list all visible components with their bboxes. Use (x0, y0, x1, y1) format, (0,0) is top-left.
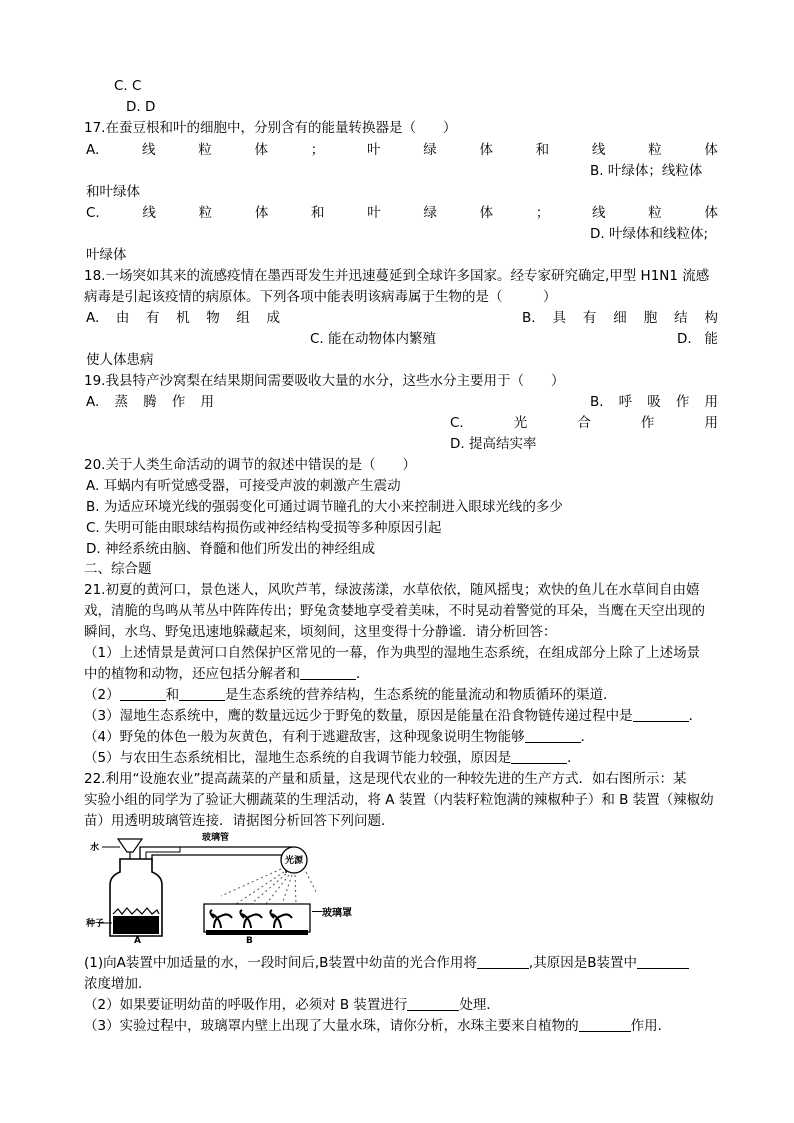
q17-c-char: 体 (704, 205, 718, 221)
q17-c-char: ； (535, 205, 550, 221)
q22-sub3-text: （3）实验过程中，玻璃罩内壁上出现了大量水珠，请你分析，水珠主要来自植物的 (84, 1018, 579, 1034)
glass-tube-label: 玻璃管 (202, 833, 230, 843)
q21-sub4 (84, 727, 594, 747)
water-label: 水 (90, 843, 100, 853)
period: ． (688, 708, 703, 724)
q18-a-char: 由 (115, 310, 130, 326)
q17-a-char: 叶 (366, 142, 381, 158)
q20-stem: 20.关于人类生命活动的调节的叙述中错误的是（ ） (84, 457, 416, 473)
q18-option-d (677, 329, 718, 349)
q17-c-char: 线 (592, 205, 606, 221)
q22-sub3 (84, 1016, 671, 1036)
q19-c-char: 用 (704, 415, 718, 431)
q17-option-a (86, 140, 718, 160)
q17-option-d-cont: 叶绿体 (86, 247, 127, 263)
q18-b-char: 细 (613, 310, 627, 326)
q19-b-char: 呼 (618, 394, 633, 410)
q17-c-char: 和 (311, 205, 325, 221)
q17-a-char: 和 (535, 142, 550, 158)
q22-sub2-suffix: 处理． (459, 997, 500, 1013)
q21-passage-line3: 瞬间，水鸟、野兔迅速地躲藏起来，顷刻间，这里变得十分静谧．请分析回答： (84, 624, 557, 640)
answer-blank[interactable] (633, 707, 689, 722)
q20-option-a: A. 耳蜗内有听觉感受器，可接受声波的刺激产生震动 (86, 478, 401, 494)
q21-sub5-text: （5）与农田生态系统相比，湿地生态系统的自我调节能力较强，原因是 (84, 750, 512, 766)
q16-option-c: C. C (114, 78, 142, 94)
q22-sub1-line1 (84, 953, 689, 973)
q18-b-char: 有 (582, 310, 597, 326)
q19-a-char: 作 (171, 394, 186, 410)
answer-blank[interactable] (300, 665, 356, 680)
q17-a-char: 线 (142, 142, 156, 158)
label-b: B (246, 936, 253, 944)
q22-sub1-reason: ,其原因是B装置中 (528, 955, 637, 971)
q20-option-d: D. 神经系统由脑、脊髓和他们所发出的神经组成 (86, 541, 375, 557)
q17-option-d: D. 叶绿体和线粒体; (590, 226, 709, 242)
q22-sub2-text: （2）如果要证明幼苗的呼吸作用，必须对 B 装置进行 (84, 997, 408, 1013)
answer-blank[interactable] (579, 1017, 631, 1032)
q19-a-char: 蒸 (114, 394, 128, 410)
q18-d-char: 能 (704, 331, 718, 347)
answer-blank[interactable] (637, 954, 689, 969)
q19-stem: 19.我县特产沙窝梨在结果期间需要吸收大量的水分，这些水分主要用于（ ） (84, 373, 565, 389)
q19-option-b (590, 392, 718, 412)
bell-jar-label-text: 玻璃罩 (322, 908, 352, 919)
glass-tube-icon (140, 847, 294, 873)
q22-stem-line2: 实验小组的同学为了验证大棚蔬菜的生理活动，将 A 装置（内装籽粒饱满的辣椒种子）和 B 装置（辣椒幼 (84, 792, 714, 808)
seeds-label: 种子 (86, 919, 105, 929)
q17-c-char: 叶 (367, 205, 381, 221)
q17-a-char: 粒 (198, 142, 212, 158)
q19-option-a (86, 392, 214, 412)
q20-option-c: C. 失明可能由眼球结构损伤或神经结构受损等多种原因引起 (86, 520, 442, 536)
answer-blank[interactable] (511, 749, 567, 764)
q22-sub2 (84, 995, 500, 1015)
q17-a-char: ； (310, 142, 325, 158)
q17-a-char: 体 (479, 142, 493, 158)
q18-b-char: 结 (674, 310, 688, 326)
q19-a-char: 腾 (143, 394, 157, 410)
q17-a-char: 体 (254, 142, 268, 158)
q19-b-char: 用 (704, 394, 718, 410)
q16-option-d: D. D (126, 99, 156, 115)
q18-a-char: A. (86, 310, 100, 326)
q22-stem-line3: 苗）用透明玻璃管连接．请据图分析回答下列问题． (84, 813, 395, 829)
q18-option-b (522, 308, 718, 328)
q17-option-c (86, 203, 718, 223)
q19-a-char: A. (86, 394, 100, 410)
q21-sub1-line1: （1）上述情景是黄河口自然保护区常见的一幕，作为典型的湿地生态系统，在组成部分上除了上述场景 (84, 645, 701, 661)
q21-sub2-and: 和 (165, 687, 180, 703)
answer-blank[interactable] (120, 686, 166, 701)
q17-c-char: C. (86, 205, 100, 221)
q18-option-c: C. 能在动物体内繁殖 (310, 331, 437, 347)
funnel-icon (118, 839, 142, 852)
q19-c-char: 作 (640, 415, 655, 431)
q21-sub2 (84, 685, 617, 705)
section-heading: 二、综合题 (84, 561, 152, 577)
q21-sub1-line2 (84, 664, 370, 684)
q19-b-char: 作 (675, 394, 690, 410)
bell-jar-icon (204, 904, 310, 932)
q18-b-char: 构 (704, 310, 718, 326)
q19-b-char: B. (590, 394, 604, 410)
answer-blank[interactable] (407, 996, 459, 1011)
q18-a-char: 组 (236, 310, 250, 326)
q19-option-d: D. 提高结实率 (450, 436, 537, 452)
q21-sub4-text: （4）野兔的体色一般为灰黄色，有利于逃避敌害，这种现象说明生物能够 (84, 729, 525, 745)
q18-stem-line1: 18.一场突如其来的流感疫情在墨西哥发生并迅速蔓延到全球许多国家。经专家研究确定,甲型 H1N1 流感 (84, 268, 710, 284)
q17-a-char: 线 (591, 142, 606, 158)
q17-a-char: 体 (704, 142, 718, 158)
q18-a-char: 物 (206, 310, 220, 326)
q18-option-a (86, 308, 280, 328)
q17-a-char: 绿 (423, 142, 437, 158)
light-source-label: 光源 (285, 856, 304, 866)
q17-c-char: 粒 (198, 205, 213, 221)
q17-c-char: 体 (254, 205, 269, 221)
q21-sub5 (84, 748, 581, 768)
q18-b-char: 具 (552, 310, 566, 326)
period: ． (580, 729, 595, 745)
q19-c-char: C. (450, 415, 464, 431)
q18-a-char: 有 (146, 310, 160, 326)
q20-option-b: B. 为适应环境光线的强弱变化可通过调节瞳孔的大小来控制进入眼球光线的多少 (86, 499, 563, 515)
q17-stem: 17.在蚕豆根和叶的细胞中，分别含有的能量转换器是（ ） (84, 120, 457, 136)
label-a: A (134, 936, 141, 944)
answer-blank[interactable] (525, 728, 581, 743)
q18-d-char: D. (677, 331, 692, 347)
seeds-fill (113, 916, 159, 934)
q18-b-char: B. (522, 310, 536, 326)
q17-a-char: A. (86, 142, 100, 158)
q17-option-b-cont: 和叶绿体 (86, 184, 140, 200)
q17-c-char: 粒 (648, 205, 662, 221)
q21-sub2-text: 是生态系统的营养结构，生态系统的能量流动和物质循环的渠道． (225, 687, 617, 703)
q19-c-char: 光 (513, 415, 528, 431)
q19-option-c (450, 413, 718, 433)
q19-b-char: 吸 (647, 394, 661, 410)
q21-sub2-prefix: （2） (84, 687, 120, 703)
experiment-figure (86, 832, 326, 944)
q21-passage-line1: 21.初夏的黄河口，景色迷人，风吹芦苇，绿波荡漾，水草依依，随风摇曳；欢快的鱼儿在水草间自由嬉 (84, 582, 700, 598)
q18-option-d-cont: 使人体患病 (86, 352, 154, 368)
q18-a-char: 机 (176, 310, 190, 326)
answer-blank[interactable] (179, 686, 225, 701)
q21-sub3 (84, 706, 702, 726)
q18-a-char: 成 (266, 310, 280, 326)
answer-blank[interactable] (477, 954, 529, 969)
q22-sub3-suffix: 作用． (630, 1018, 672, 1034)
light-rays (221, 869, 316, 904)
q19-c-char: 合 (577, 415, 591, 431)
q22-sub1-line2: 浓度增加． (84, 976, 152, 992)
q17-c-char: 线 (142, 205, 156, 221)
q22-stem-line1: 22.利用“设施农业”提高蔬菜的产量和质量，这是现代农业的一种较先进的生产方式．如右图所示：某 (84, 771, 687, 787)
q19-a-char: 用 (200, 394, 214, 410)
q21-sub1-text: 中的植物和动物，还应包括分解者和 (84, 666, 300, 682)
q18-stem-line2: 病毒是引起该疫情的病原体。下列各项中能表明该病毒属于生物的是（ ） (84, 289, 557, 305)
q17-c-char: 体 (479, 205, 494, 221)
q22-sub1-text: (1)向A装置中加适量的水，一段时间后,B装置中幼苗的光合作用将 (84, 955, 477, 971)
q17-option-b: B. 叶绿体；线粒体 (590, 163, 703, 179)
q17-a-char: 粒 (648, 142, 662, 158)
bell-jar-label (312, 904, 352, 924)
q21-sub3-text: （3）湿地生态系统中，鹰的数量远远少于野兔的数量，原因是能量在沿食物链传递过程中是 (84, 708, 633, 724)
q18-b-char: 胞 (643, 310, 658, 326)
period: ． (567, 750, 581, 766)
q17-c-char: 绿 (423, 205, 437, 221)
period: ． (356, 666, 370, 682)
q21-passage-line2: 戏，清脆的鸟鸣从苇丛中阵阵传出；野兔贪婪地享受着美味，不时晃动着警觉的耳朵，当鹰在天空出现的 (84, 603, 705, 619)
